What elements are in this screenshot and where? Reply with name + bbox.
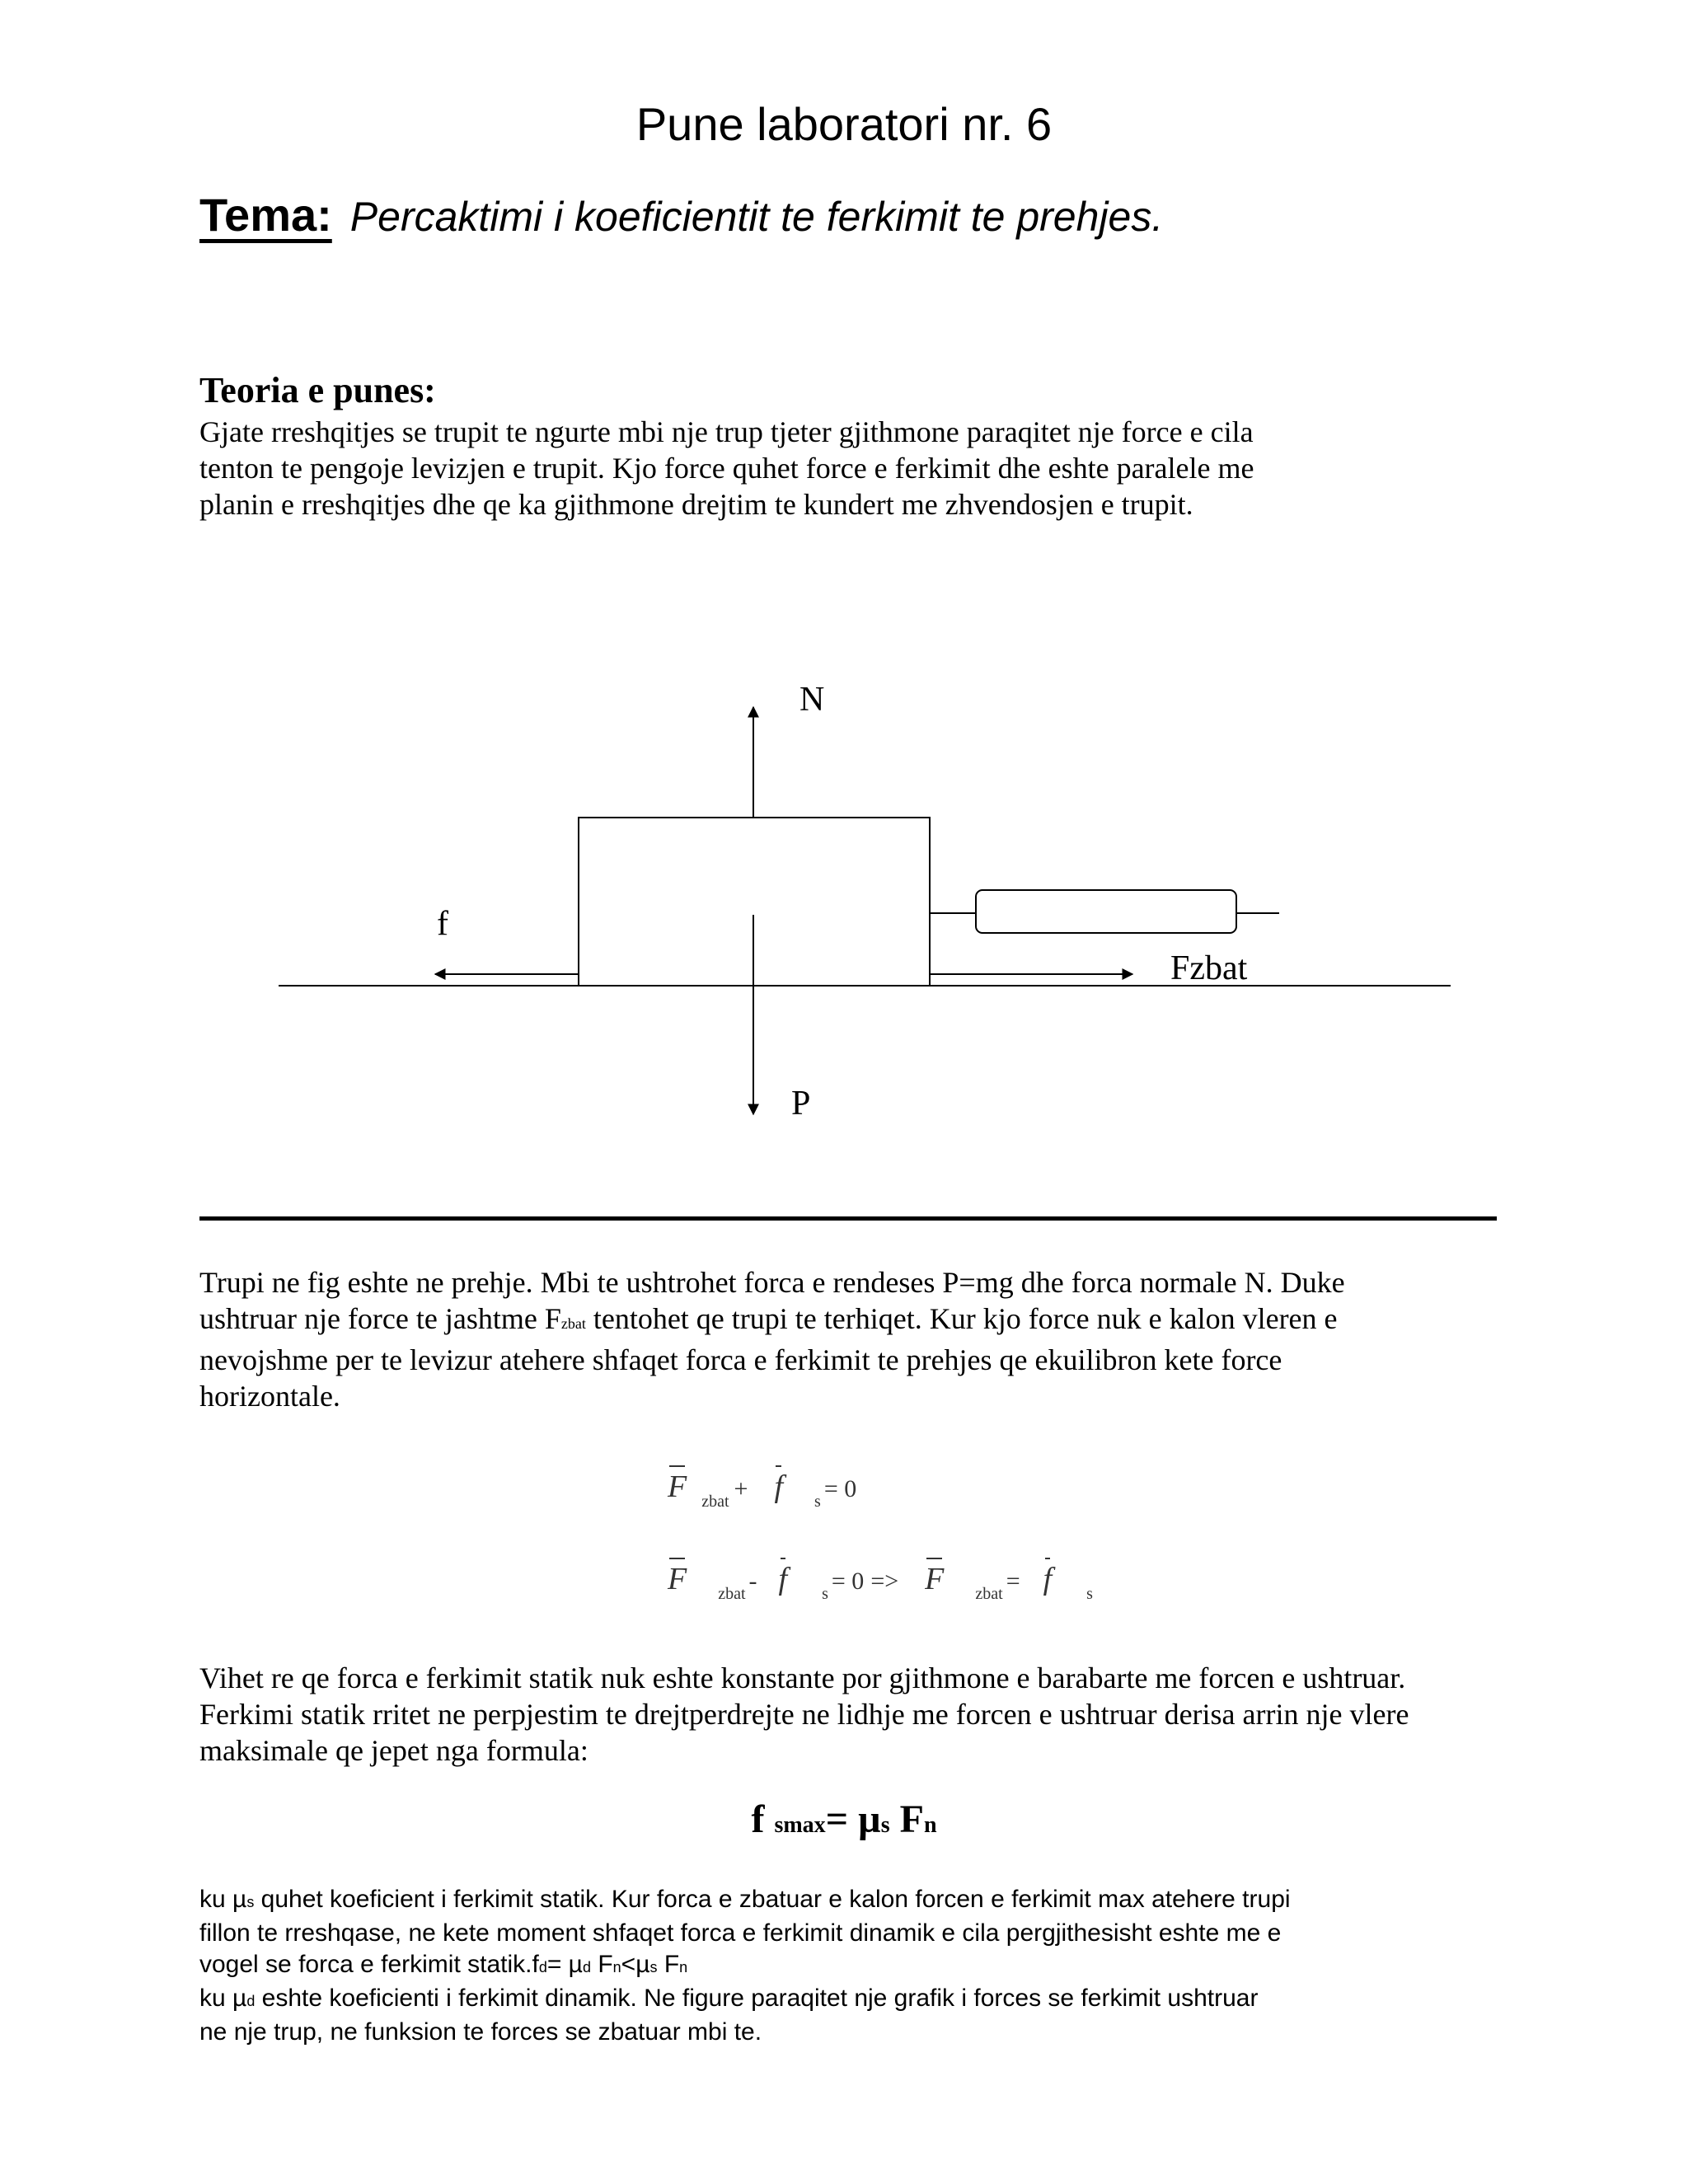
body-line: Ferkimi statik rritet ne perpjestim te drejtperdrejte ne lidhje me forcen e ushtruar derisa arrin nje vlere: [199, 1698, 1409, 1731]
label-P: P: [791, 1085, 811, 1122]
max-static-friction-formula: f smax= µs Fn: [751, 1797, 937, 1841]
body-line: ku µs quhet koeficient i ferkimit statik. Kur forca e zbatuar e kalon forcen e ferkimit max atehere trupi: [199, 1886, 1291, 1913]
label-f: f: [437, 905, 448, 943]
vector-f: f: [778, 1562, 788, 1596]
body-line: ushtruar nje force te jashtme Fzbat tentohet qe trupi te terhiqet. Kur kjo force nuk e kalon vleren e: [199, 1302, 1338, 1335]
vector-F: F: [668, 1469, 687, 1504]
body-line: fillon te rreshqase, ne kete moment shfaqet forca e ferkimit dinamik e cila pergjithesisht eshte me e: [199, 1919, 1282, 1947]
page-title: Pune laboratori nr. 6: [635, 98, 1053, 150]
theory-heading: Teoria e punes:: [199, 370, 436, 410]
label-Fzbat: Fzbat: [1170, 949, 1248, 987]
vector-f: f: [1043, 1562, 1053, 1596]
theory-line: planin e rreshqitjes dhe qe ka gjithmone drejtim te kundert me zhvendosjen e trupit.: [199, 488, 1193, 521]
horizontal-divider: [199, 1216, 1497, 1221]
dynamometer-body: [976, 890, 1236, 933]
body-line: horizontale.: [199, 1380, 340, 1413]
equation-1: F zbat + f s = 0: [668, 1469, 857, 1511]
equation-2: F zbat - f s = 0 => F zbat = f s: [668, 1562, 1093, 1603]
topic-text: Percaktimi i koeficientit te ferkimit te prehjes.: [349, 194, 1164, 240]
body-line: nevojshme per te levizur atehere shfaqet forca e ferkimit te prehjes qe ekuilibron kete force: [199, 1343, 1282, 1376]
body-paragraph-3: [199, 1884, 1291, 2048]
theory-paragraph: [199, 414, 1254, 523]
vector-f: f: [774, 1469, 784, 1504]
body-line: Vihet re qe forca e ferkimit statik nuk eshte konstante por gjithmone e barabarte me forcen e ushtruar.: [199, 1661, 1406, 1694]
theory-line: Gjate rreshqitjes se trupit te ngurte mbi nje trup tjeter gjithmone paraqitet nje force e cila: [199, 415, 1254, 448]
body-line: Trupi ne fig eshte ne prehje. Mbi te ushtrohet forca e rendeses P=mg dhe forca normale N. Duke: [199, 1266, 1345, 1299]
body-line: ku µd eshte koeficienti i ferkimit dinamik. Ne figure paraqitet nje grafik i forces se ferkimit ushtruar: [199, 1985, 1259, 2012]
vector-F: F: [925, 1562, 945, 1596]
label-N: N: [799, 681, 825, 719]
body-paragraph-1: [199, 1264, 1345, 1414]
force-diagram: [0, 659, 1688, 1137]
body-line: ne nje trup, ne funksion te forces se zbatuar mbi te.: [199, 2018, 762, 2046]
topic-label: Tema:: [199, 189, 332, 241]
body-line: vogel se forca e ferkimit statik.fd= µd Fn<µs Fn: [199, 1951, 688, 1978]
body-paragraph-2: [199, 1660, 1409, 1769]
topic-line: [199, 188, 1163, 241]
theory-line: tenton te pengoje levizjen e trupit. Kjo force quhet force e ferkimit dhe eshte paralele me: [199, 452, 1254, 485]
vector-F: F: [668, 1562, 687, 1596]
body-line: maksimale qe jepet nga formula:: [199, 1734, 588, 1767]
